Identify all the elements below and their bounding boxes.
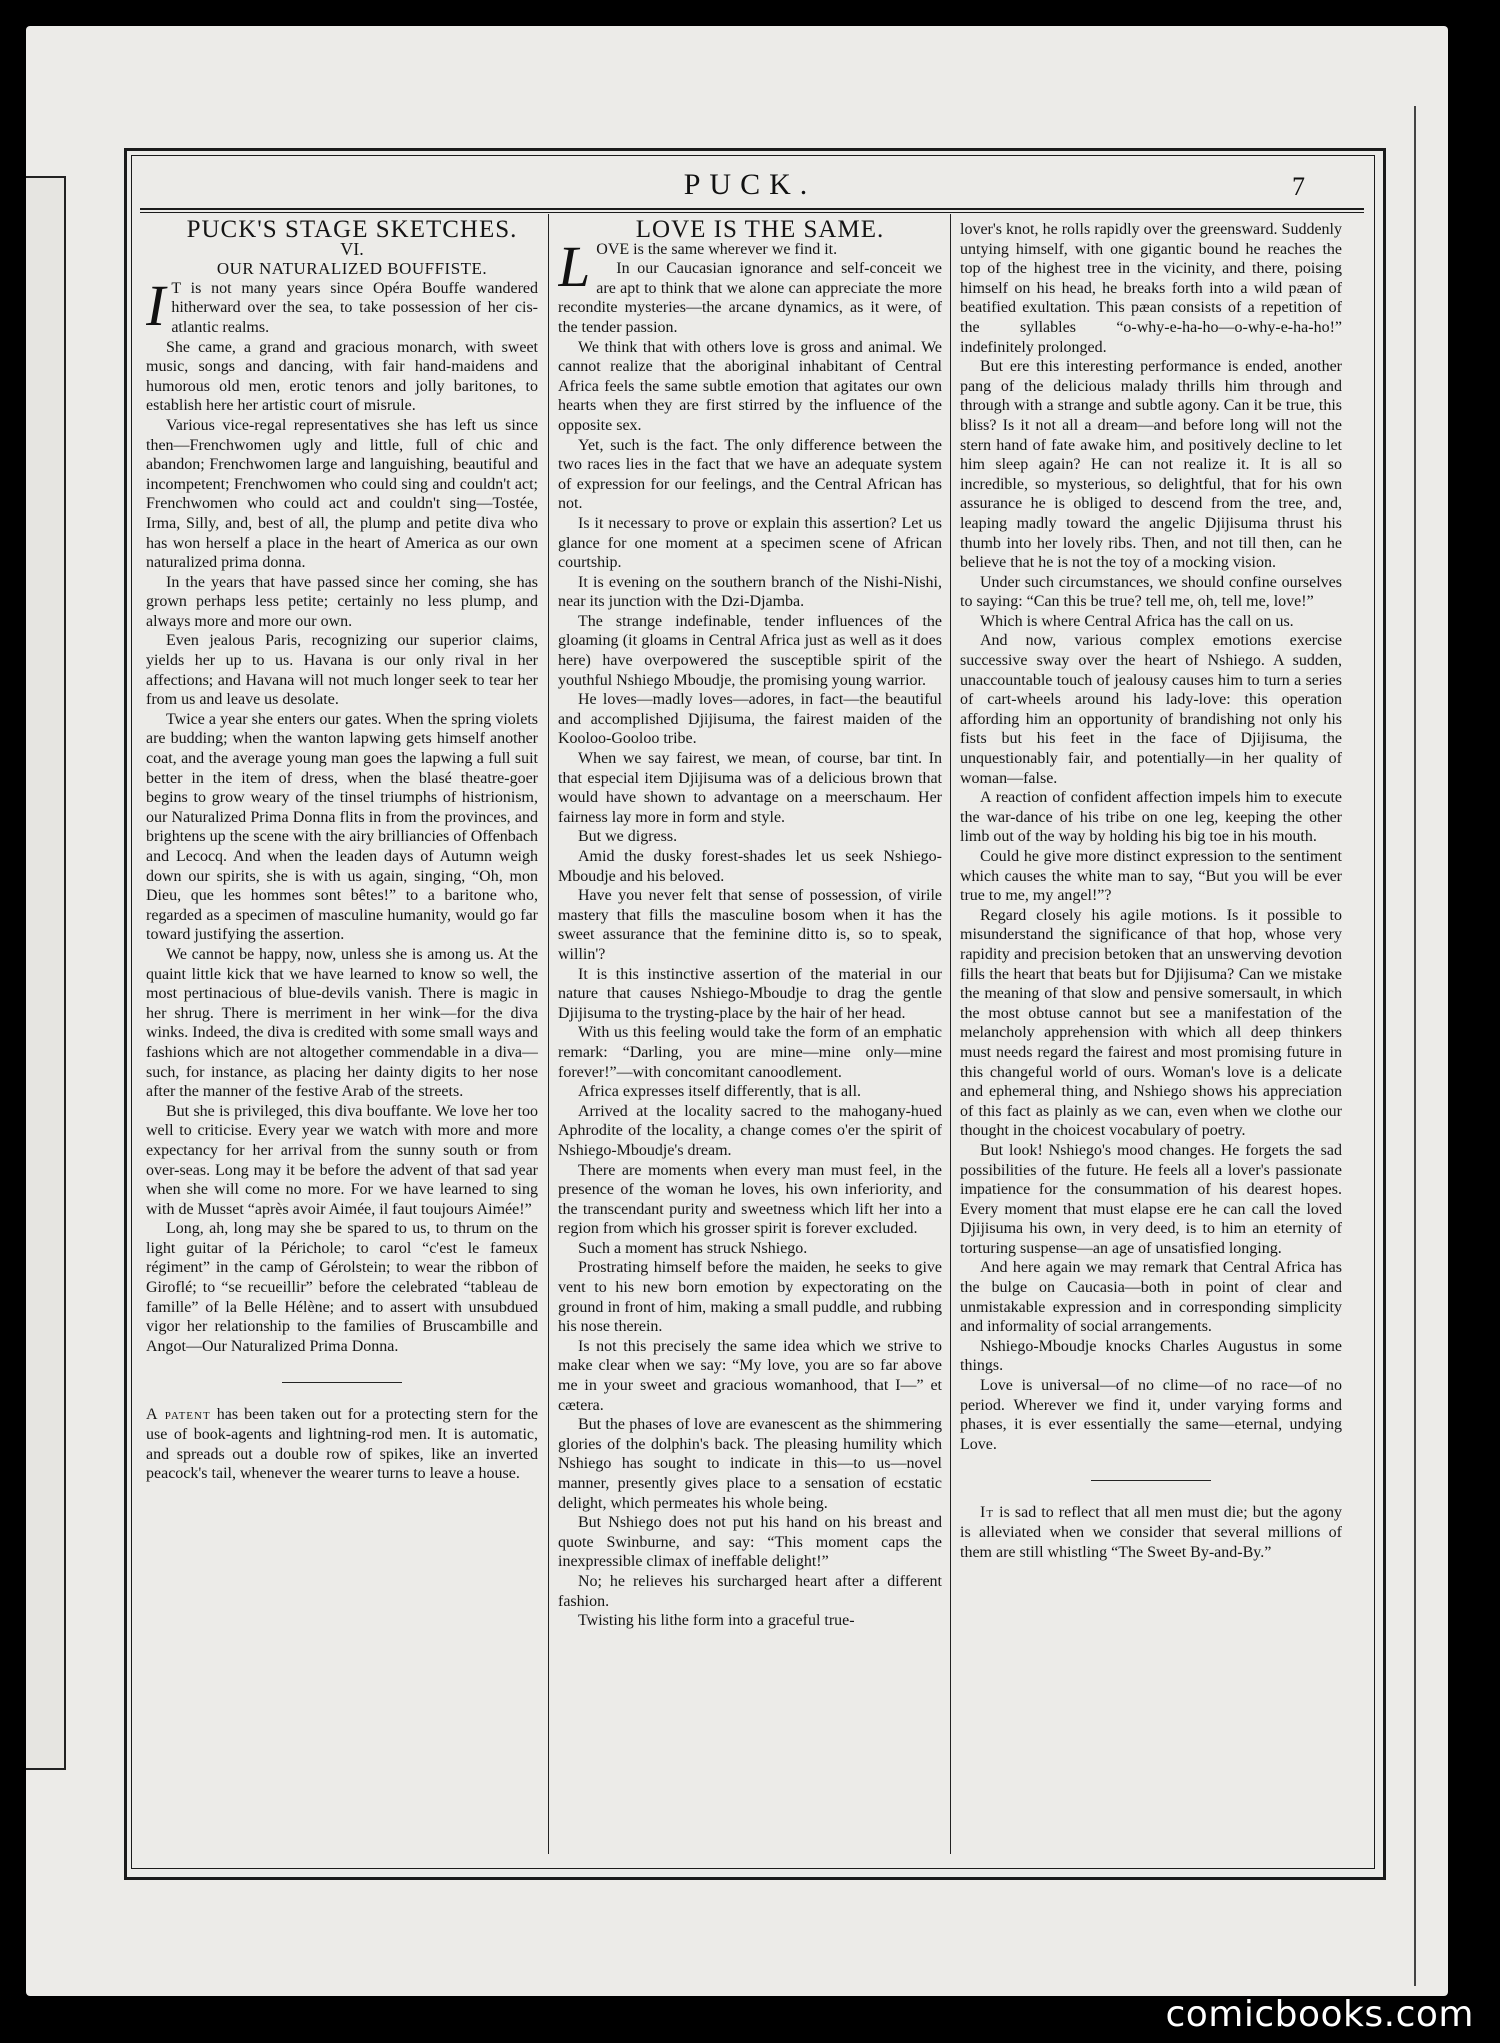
paragraph: Have you never felt that sense of possession, of virile mastery that fills the masculine bosom when it has the sweet assurance that the feminine ditto is, so to speak, willin'? [558,887,942,963]
paragraph: But we digress. [578,828,678,846]
page-edge [1414,106,1426,1986]
paragraph: Long, ah, long may she be spared to us, to thrum on the light guitar of la Périchole; to carol “c'est le fameux régiment” in the camp of Gérolstein; to wear the ribbon of Giroflé; to “se recueillir” before the celebrated “tableau de famille” of la Belle Hélène; and to assert with unsubdued vigor her relationship to the families of Bruscambille and Angot—Our Naturalized Prima Donna. [146,1220,538,1355]
paragraph: He loves—madly loves—adores, in fact—the beautiful and accomplished Djijisuma, the fairest maiden of the Kooloo-Gooloo tribe. [558,691,942,748]
paragraph: Amid the dusky forest-shades let us seek Nshiego-Mboudje and his beloved. [558,848,942,885]
column-stage-sketches [146,220,538,1860]
paragraph: Under such circumstances, we should confine ourselves to saying: “Can this be true? tell me, oh, tell me, love!” [960,573,1342,611]
paragraph-list [960,357,1342,1454]
paragraph-list [558,259,942,1631]
lead-paragraph: LOVE is the same wherever we find it. [558,233,838,299]
paragraph: But the phases of love are evanescent as the shimmering glories of the dolphin's back. The pleasing humility which Nshiego has sought to indicate in this—to us—novel manner, presently gives place to a sensation of ecstatic delight, which permeates his whole being. [558,1416,942,1512]
article-title: PUCK'S STAGE SKETCHES. [186,220,518,243]
article-part: VI. [340,238,364,259]
paragraph: Could he give more distinct expression to the sentiment which causes the white man to say, “But you will be ever true to me, my angel!”? [960,848,1342,905]
paragraph: She came, a grand and gracious monarch, with sweet music, songs and dancing, with fair hand-maidens and humorous old men, erotic tenors and jolly baritones, to establish here her artistic court of misrule. [146,338,538,415]
masthead: PUCK. [683,168,817,201]
paragraph: Is it necessary to prove or explain this assertion? Let us glance for one moment at a specimen scene of African courtship. [558,514,942,572]
paragraph: It is evening on the southern branch of the Nishi-Nishi, near its junction with the Dzi-Djamba. [558,573,942,611]
paragraph: No; he relieves his surcharged heart after a different fashion. [558,1572,942,1610]
drop-cap: I [146,272,166,338]
paragraph: But look! Nshiego's mood changes. He forgets the sad possibilities of the future. He feels all a lover's passionate impatience for the consummation of his dearest hopes. Every moment that must elapse ere he can call the loved Djijisuma his own, in very deed, is to him an eternity of torturing suspense—an age of unsatisfied longing. [960,1141,1342,1257]
paragraph: We cannot be happy, now, unless she is among us. At the quaint little kick that we have learned to know so well, the most pertinacious of blue-devils vanish. There is magic in her shrug. There is merriment in her wink—for the diva winks. Indeed, the diva is credited with some small ways and fashions which are not altogether commendable in a diva—such, for instance, as placing her dainty digits to her nose after the manner of the festive Arab of the streets. [146,945,538,1101]
paragraph: With us this feeling would take the form of an emphatic remark: “Darling, you are mine—mine only—mine forever!”—with concomitant canoodlement. [558,1024,942,1081]
article-subtitle: OUR NATURALIZED BOUFFISTE. [216,259,488,279]
adjacent-page-strip [26,176,66,1770]
paragraph: Twisting his lithe form into a graceful true- [578,1612,855,1630]
paragraph: A reaction of confident affection impels him to execute the war-dance of his tribe on one leg, keeping the other limb out of the way by holding his big toe in his mouth. [960,789,1342,846]
paragraph: Twice a year she enters our gates. When the spring violets are budding; when the wanton lapwing gets himself another coat, and the average young man goes the lapwing a full suit better in the item of dress, when the blasé theatre-goer begins to grow weary of the tinsel triumphs of histrionism, our Naturalized Prima Donna flits in from the provinces, and brightens up the scene with the airy brilliancies of Offenbach and Lecocq. And when the leaden days of Autumn weigh down our spirits, she is with us again, singing, “Oh, mon Dieu, que les hommes sont bêtes!” to a baritone who, regarded as a specimen of masculine humanity, would go far toward justifying the assertion. [146,710,538,944]
header-rule [140,208,1364,210]
paragraph: And now, various complex emotions exercise successive sway over the heart of Nshiego. A sudden, unaccountable touch of jealousy causes him to turn a series of cart-wheels around his lady-love: this operation affording him an opportunity of brandishing not only his fists but his feet in the face of Djijisuma, the unquestionably fair, and potentially—in her quality of woman—false. [960,632,1342,787]
watermark: comicbooks.com [1165,1994,1474,2035]
paragraph: Is not this precisely the same idea which we strive to make clear when we say: “My love, you are so far above me in your sweet and gracious womanhood, that I—” et cætera. [558,1337,942,1414]
section-divider [282,1382,402,1383]
paragraph: Africa expresses itself differently, that is all. [578,1083,862,1101]
paragraph: Such a moment has struck Nshiego. [578,1239,808,1257]
drop-cap: L [558,233,591,299]
paragraph: Yet, such is the fact. The only difference between the two races lies in the fact that we have an adequate system of expression for our feelings, and the Central African has not. [558,436,942,513]
paragraph: We think that with others love is gross and animal. We cannot realize that the aboriginal inhabitant of Central Africa feels the same subtle emotion that agitates our own hearts when they are first stirred by the influence of the opposite sex. [558,338,942,434]
column-separator [548,214,549,1854]
paragraph: In the years that have passed since her coming, she has grown perhaps less petite; certainly no less plump, and always more and more our own. [146,573,538,630]
paragraph: It is this instinctive assertion of the material in our nature that causes Nshiego-Mboudje to drag the gentle Djijisuma to the trysting-place by the hair of her head. [558,965,942,1022]
column-separator [950,214,951,1854]
paragraph: And here again we may remark that Central Africa has the bulge on Caucasia—both in point of clear and unmistakable expression and in corresponding simplicity and informality of social arrangements. [960,1259,1342,1336]
paragraph: Love is universal—of no clime—of no race—of no period. Wherever we find it, under varying forms and phases, it is ever essentially the same—eternal, undying Love. [960,1377,1342,1453]
section-divider [1091,1480,1211,1481]
paragraph: Regard closely his agile motions. Is it possible to misunderstand the significance of that hop, whose very rapidity and precision betoken that an unswerving devotion fills the heart that beats but for Djijisuma? Can we mistake the meaning of that slow and pensive somersault, in which the most obtuse cannot but see a manifestation of the melancholy apprehension with which all deep thinkers must needs regard the fairest and most promising future in this changeful world of ours. Woman's love is a delicate and ephemeral thing, and Nshiego shows his appreciation of this fact as plainly as we can, even when we clothe our thought in the choicest vocabulary of poetry. [960,906,1342,1140]
page-number: 7 [1292,172,1305,201]
paragraph: But ere this interesting performance is ended, another pang of the delicious malady thrills him through and through with a strange and subtle agony. Can it be true, this bliss? Is it not all a dream—and before long will not the stern hand of fate awake him, and positively decline to let him sleep again? He can not realize it. It is all so incredible, so mysterious, so delightful, that for his own assurance he is obliged to descend from the tree, and, leaping madly toward the angelic Djijisuma thrust his thumb into her lovely ribs. Then, and not till then, can he believe that he is not the toy of a mocking vision. [960,358,1342,572]
paragraph: Various vice-regal representatives she has left us since then—Frenchwomen ugly and little, full of chic and abandon; Frenchwomen large and languishing, beautiful and incompetent; Frenchwomen who could sing and couldn't act; Frenchwomen who could act and couldn't sing—Tostée, Irma, Silly, and, best of all, the plump and petite diva who has won herself a place in the heart of America as our own naturalized prima donna. [146,416,538,572]
paragraph: But Nshiego does not put his hand on his breast and quote Swinburne, and say: “This moment caps the inexpressible climax of ineffable delight!” [558,1514,942,1571]
paragraph: In our Caucasian ignorance and self-conceit we are apt to think that we alone can appreciate the more recondite mysteries—the arcane dynamics, as it were, of the tender passion. [558,260,942,336]
paragraph: Nshiego-Mboudje knocks Charles Augustus in some things. [960,1337,1342,1375]
continued-paragraph: lover's knot, he rolls rapidly over the greensward. Suddenly untying himself, with one gigantic bound he reaches the top of the highest tree in the vicinity, and there, poising himself on his head, he breaks forth into a wild pæan of beatified exultation. This pæan consists of a repetition of the syllables “o-why-e-ha-ho—o-why-e-ha-ho!” indefinitely prolonged. [960,221,1342,356]
paragraph: The strange indefinable, tender influences of the gloaming (it gloams in Central Africa just as well as it does here) have overpowered the susceptible spirit of the youthful Nshiego Mboudje, the promising young warrior. [558,612,942,689]
paragraph-list [146,338,538,1357]
paragraph: Even jealous Paris, recognizing our superior claims, yields her up to us. Havana is our only rival in her affections; and Havana will not much longer seek to tear her from us and leave us desolate. [146,632,538,709]
column-love-is-the-same [558,220,942,1860]
paragraph: Arrived at the locality sacred to the mahogany-hued Aphrodite of the locality, a change comes o'er the spirit of Nshiego-Mboudje's dream. [558,1102,942,1159]
article-title: LOVE IS THE SAME. [635,220,885,243]
patent-paragraph: A patent has been taken out for a protecting stern for the use of book-agents and lightning-rod men. It is automatic, and spreads out a double row of spikes, like an inverted peacock's tail, whenever the wearer turns to leave a house. [146,1406,538,1483]
header-rule-thin [140,212,1364,213]
paragraph: Which is where Central Africa has the call on us. [980,612,1294,630]
lead-paragraph: I T is not many years since Opéra Bouffe wandered hitherward over the sea, to take possession of her cis-atlantic realms. [146,272,538,338]
paragraph: There are moments when every man must feel, in the presence of the woman he loves, his own inferiority, and the transcendant purity and sweetness which lift her into a region from which his grosser spirit is forever excluded. [558,1161,942,1238]
paragraph: When we say fairest, we mean, of course, bar tint. In that especial item Djijisuma was of a delicious brown that would have shown to advantage on a meerschaum. Her fairness lay more in form and style. [558,750,942,826]
column-continued [960,220,1342,1860]
paragraph: Prostrating himself before the maiden, he seeks to give vent to his new born emotion by expectorating on the ground in front of him, making a small puddle, and rubbing his nose therein. [558,1259,942,1336]
closing-paragraph: It is sad to reflect that all men must die; but the agony is alleviated when we consider that several millions of them are still whistling “The Sweet By-and-By.” [960,1504,1342,1561]
paragraph: But she is privileged, this diva bouffante. We love her too well to criticise. Every year we watch with more and more expectancy for her arrival from the sunny south or from over-seas. Long may it be before the advent of that sad year when she will come no more. For we have learned to sing with de Musset “après avoir Aimée, il faut toujours Aimée!” [146,1102,538,1218]
